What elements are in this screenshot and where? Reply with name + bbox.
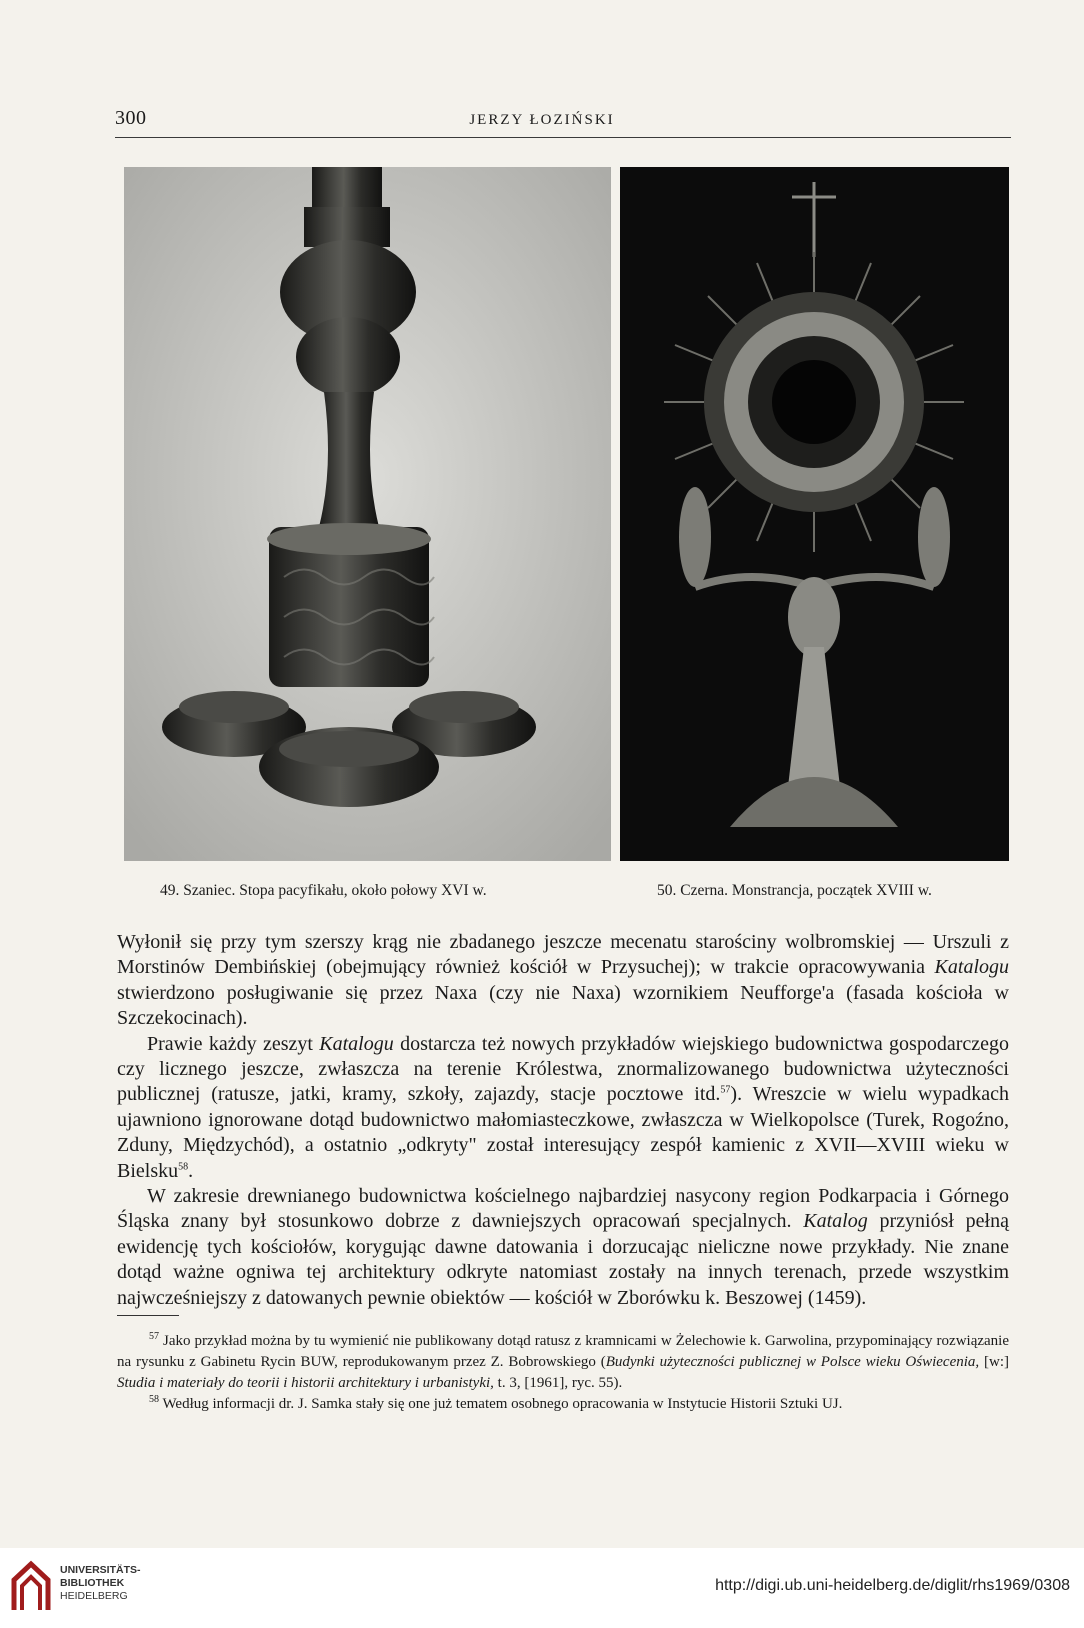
paragraph-3 xyxy=(117,1184,1009,1311)
library-name xyxy=(60,1564,141,1603)
figure-49-photo xyxy=(124,167,611,861)
footnote-rule xyxy=(117,1315,179,1316)
text-run: dostarcza też nowych przykładów wiejskiego budownictwa gospodarczego czy licznego jeszcze, zwłaszcza na terenie Królestwa, znormalizowanego budownictwa użyteczności publicznej (ratusze, jatki, kramy, szkoły, zajazdy, stacje pocztowe itd. xyxy=(117,1032,1009,1106)
text-run: t. 3, [1961], ryc. 55). xyxy=(493,1375,623,1391)
italic-title: Katalogu xyxy=(934,956,1009,979)
italic-title: Studia i materiały do teorii i historii architektury i urbanistyki, xyxy=(117,1375,494,1391)
text-run: przyniósł pełną ewidencję tych kościołów, korygując dawne datowania i dorzucając nieliczne nowe przykłady. Nie znane dotąd ważne ogniwa tej architektury odkryte natomiast zostały na innych terenach, przede wszystkim najwcześniejszy z datowanych pewnie obiektów — kościół w Zborówku k. Beszowej (1459). xyxy=(117,1210,1009,1309)
text-run: Prawie każdy zeszyt xyxy=(147,1032,320,1055)
header-rule xyxy=(115,137,1011,138)
text-run: Według informacji dr. J. Samka stały się one już tematem osobnego opracowania w Instytucie Historii Sztuki UJ. xyxy=(159,1396,843,1412)
text-run: Wyłonił się przy tym szerszy krąg nie zbadanego jeszcze mecenatu starościny wolbromskiej — Urszuli z Morstinów Dembińskiej (obejmujący również kościół w Przysuchej); w trakcie opracowywania xyxy=(117,931,1009,979)
footnotes xyxy=(117,1331,1009,1415)
body-text xyxy=(117,930,1009,1311)
running-head: JERZY ŁOZIŃSKI xyxy=(469,112,615,128)
library-footer-bar xyxy=(0,1548,1084,1628)
footnote-57 xyxy=(117,1331,1009,1394)
digital-url-link[interactable]: http://digi.ub.uni-heidelberg.de/diglit/rhs1969/0308 xyxy=(715,1577,1070,1594)
text-run: ). Wreszcie w wielu wypadkach ujawniono ignorowane dotąd budownictwo małomiasteczkowe, zwłaszcza w Wielkopolsce (Turek, Rogoźno, Zduny, Międzychód), a ostatnio „odkryty" został interesujący zespół kamienic z XVII—XVIII wieku w Bielsku xyxy=(117,1083,1009,1182)
text-run: [w:] xyxy=(979,1354,1009,1370)
library-logo-icon xyxy=(10,1560,52,1614)
text-run: Jako przykład można by tu wymienić nie publikowany dotąd ratusz z kramnicami w Żelechowie k. Garwolina, przypominający rozwiązanie na rysunku z Gabinetu Rycin BUW, reprodukowanym przez Z. Bobrowskiego ( xyxy=(117,1333,1009,1370)
library-name-line: UNIVERSITÄTS- xyxy=(60,1564,141,1576)
italic-title: Budynki użyteczności publicznej w Polsce wieku Oświecenia, xyxy=(605,1354,980,1370)
library-name-line: BIBLIOTHEK xyxy=(60,1577,125,1589)
monstrance-image xyxy=(620,167,1009,861)
page-number: 300 xyxy=(115,107,147,129)
paragraph-2 xyxy=(117,1032,1009,1184)
paragraph-1 xyxy=(117,930,1009,1032)
footnote-ref-57[interactable]: 57 xyxy=(720,1084,731,1096)
text-run: W zakresie drewnianego budownictwa kościelnego najbardziej nasycony region Podkarpacia i Górnego Śląska znany był stosunkowo dobrze z dawniejszych opracowań specjalnych. xyxy=(117,1185,1009,1233)
italic-title: Katalogu xyxy=(319,1032,394,1055)
italic-title: Katalog xyxy=(803,1210,868,1233)
footnote-58 xyxy=(117,1394,1009,1415)
figure-50-caption: 50. Czerna. Monstrancja, początek XVIII w. xyxy=(657,882,932,899)
figure-50-photo xyxy=(620,167,1009,861)
library-name-line: HEIDELBERG xyxy=(60,1590,128,1602)
footnote-ref-58[interactable]: 58 xyxy=(178,1161,189,1172)
footnote-number: 58 xyxy=(149,1394,159,1405)
figure-49-caption: 49. Szaniec. Stopa pacyfikału, około połowy XVI w. xyxy=(160,882,487,899)
pacifical-foot-image xyxy=(124,167,611,861)
text-run: . xyxy=(188,1159,194,1182)
text-run: stwierdzono posługiwanie się przez Naxa (czy nie Naxa) wzornikiem Neufforge'a (fasada kościoła w Szczekocinach). xyxy=(117,981,1009,1030)
footnote-number: 57 xyxy=(149,1331,159,1342)
